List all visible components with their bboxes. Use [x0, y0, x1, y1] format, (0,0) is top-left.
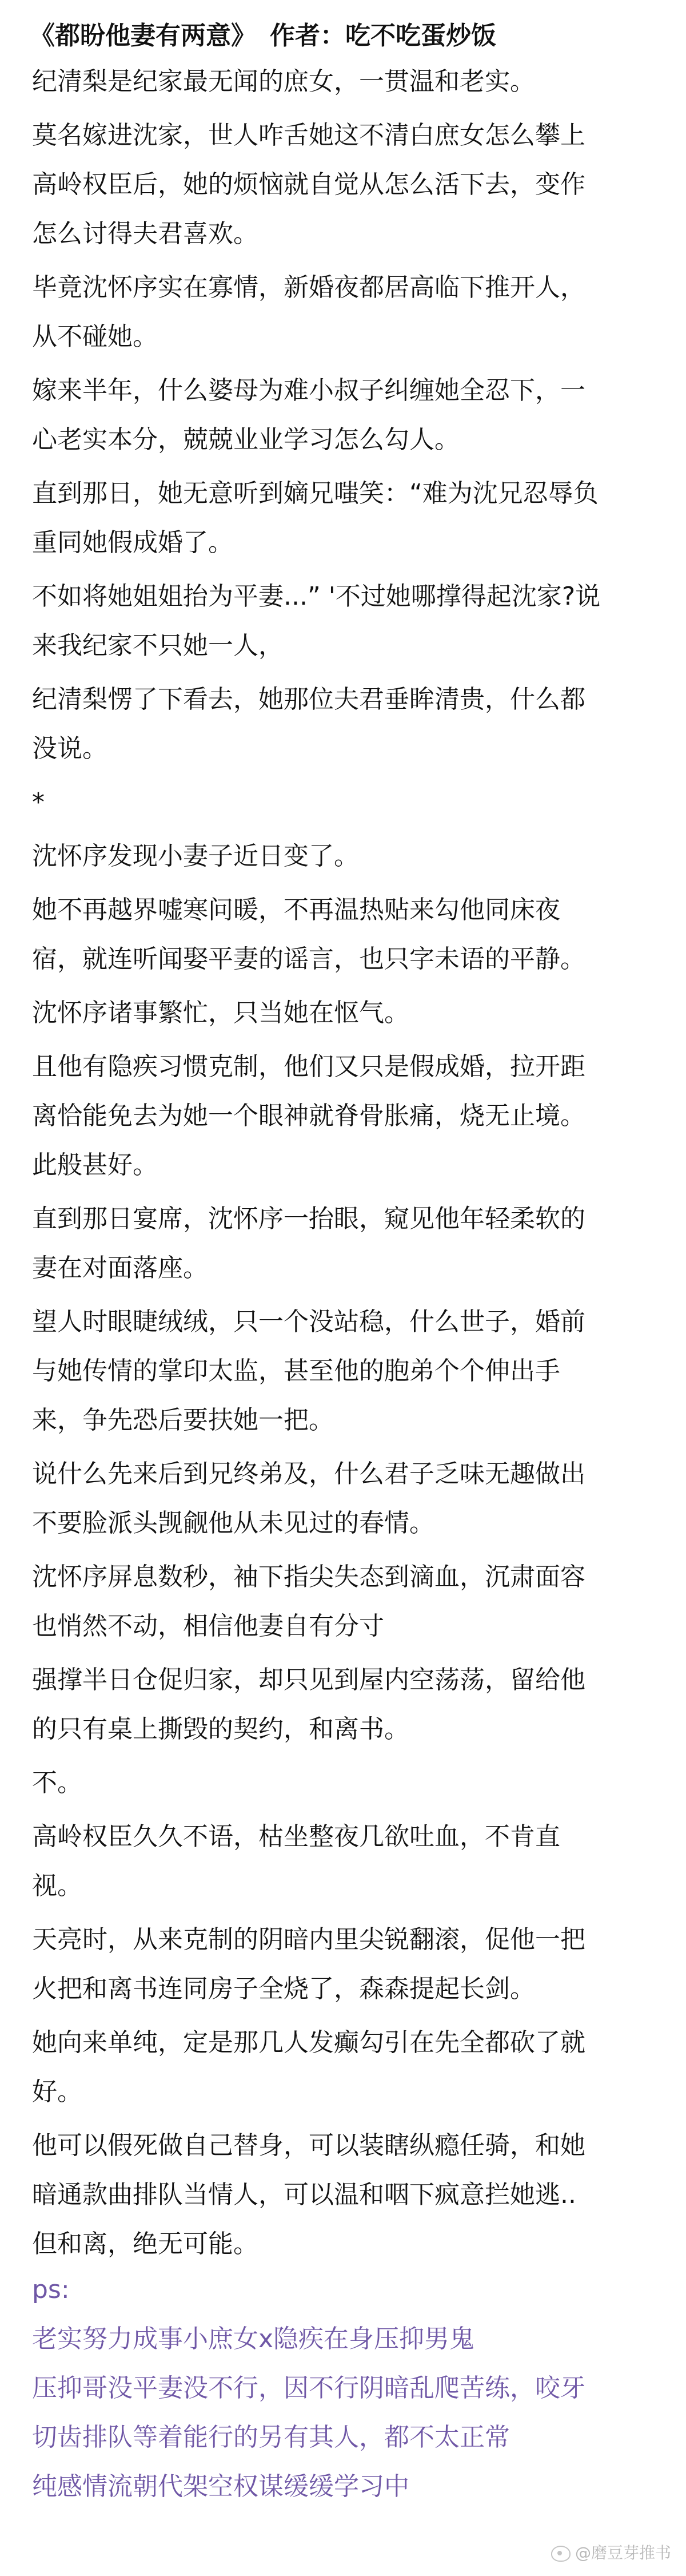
synopsis-line: 宿，就连听闻娶平妻的谣言，也只字未语的平静。	[32, 944, 585, 974]
ps-line: 压抑哥没平妻没不行，因不行阴暗乱爬苦练，咬牙	[32, 2373, 585, 2403]
watermark-text: @磨豆芽推书	[575, 2543, 671, 2562]
synopsis-line: *	[32, 788, 45, 817]
synopsis-line: 直到那日，她无意听到嫡兄嗤笑：“难为沈兄忍辱负	[32, 479, 599, 508]
synopsis-line: 但和离，绝无可能。	[32, 2229, 258, 2259]
synopsis-line: 心老实本分，兢兢业业学习怎么勾人。	[32, 425, 460, 454]
synopsis-line: 且他有隐疾习惯克制，他们又只是假成婚，拉开距	[32, 1052, 585, 1081]
synopsis-line: 他可以假死做自己替身，可以装瞎纵瘾任骑，和她	[32, 2131, 585, 2160]
synopsis-line: 妻在对面落座。	[32, 1253, 208, 1283]
title-line	[30, 16, 664, 56]
synopsis-line: 莫名嫁进沈家，世人咋舌她这不清白庶女怎么攀上	[32, 121, 585, 150]
synopsis-line: 她向来单纯，定是那几人发癫勾引在先全都砍了就	[32, 2028, 585, 2057]
synopsis-line: 好。	[32, 2077, 82, 2106]
postscript-block	[32, 2265, 661, 2511]
weibo-logo-icon	[551, 2546, 571, 2562]
ps-label: ps:	[32, 2275, 70, 2304]
ps-line: 纯感情流朝代架空权谋缓缓学习中	[32, 2472, 409, 2501]
synopsis-line: 不。	[32, 1768, 82, 1797]
synopsis-line: 此般甚好。	[32, 1150, 158, 1180]
synopsis-line: 强撑半日仓促归家，却只见到屋内空荡荡，留给他	[32, 1665, 585, 1694]
synopsis-line: 沈怀序屏息数秒，袖下指尖失态到滴血，沉肃面容	[32, 1562, 585, 1591]
synopsis-line: 来，争先恐后要扶她一把。	[32, 1406, 334, 1435]
synopsis-line: 直到那日宴席，沈怀序一抬眼，窥见他年轻柔软的	[32, 1204, 585, 1233]
synopsis-line: 说什么先来后到兄终弟及，什么君子乏味无趣做出	[32, 1459, 585, 1489]
ps-line: 切齿排队等着能行的另有其人，都不太正常	[32, 2423, 510, 2452]
synopsis-line: 望人时眼睫绒绒，只一个没站稳，什么世子，婚前	[32, 1307, 585, 1336]
synopsis-line: 暗通款曲排队当情人，可以温和咽下疯意拦她逃..	[32, 2180, 576, 2209]
synopsis-line: 与她传情的掌印太监，甚至他的胞弟个个伸出手	[32, 1356, 560, 1386]
synopsis-line: 她不再越界嘘寒问暖，不再温热贴来勾他同床夜	[32, 895, 560, 924]
synopsis-line: 的只有桌上撕毁的契约，和离书。	[32, 1714, 409, 1744]
synopsis-line: 高岭权臣后，她的烦恼就自觉从怎么活下去，变作	[32, 170, 585, 199]
synopsis-line: 不如将她姐姐抬为平妻...” '不过她哪撑得起沈家?说	[32, 582, 601, 611]
synopsis-body	[32, 57, 661, 2269]
synopsis-line: 重同她假成婚了。	[32, 528, 233, 557]
weibo-watermark	[551, 2541, 671, 2563]
synopsis-line: 纪清梨愣了下看去，她那位夫君垂眸清贵，什么都	[32, 685, 585, 714]
synopsis-line: 从不碰她。	[32, 322, 158, 351]
synopsis-line: 不要脸派头觊觎他从未见过的春情。	[32, 1509, 434, 1538]
synopsis-line: 也悄然不动，相信他妻自有分寸	[32, 1612, 384, 1641]
synopsis-line: 怎么讨得夫君喜欢。	[32, 219, 258, 248]
synopsis-line: 高岭权臣久久不语，枯坐整夜几欲吐血，不肯直	[32, 1822, 560, 1851]
synopsis-line: 没说。	[32, 734, 107, 763]
synopsis-line: 离恰能免去为她一个眼神就脊骨胀痛，烧无止境。	[32, 1101, 585, 1130]
synopsis-line: 火把和离书连同房子全烧了，森森提起长剑。	[32, 1974, 535, 2003]
synopsis-line: 沈怀序发现小妻子近日变了。	[32, 842, 359, 871]
author-name: 作者：吃不吃蛋炒饭	[270, 21, 496, 50]
synopsis-line: 天亮时，从来克制的阴暗内里尖锐翻滚，促他一把	[32, 1925, 585, 1954]
synopsis-line: 沈怀序诸事繁忙，只当她在怄气。	[32, 998, 409, 1027]
synopsis-line: 纪清梨是纪家最无闻的庶女，一贯温和老实。	[32, 67, 535, 96]
synopsis-line: 毕竟沈怀序实在寡情，新婚夜都居高临下推开人，	[32, 273, 585, 302]
synopsis-line: 来我纪家不只她一人，	[32, 631, 284, 660]
book-title: 《都盼他妻有两意》	[30, 21, 256, 50]
ps-line: 老实努力成事小庶女x隐疾在身压抑男鬼	[32, 2324, 475, 2353]
synopsis-line: 嫁来半年，什么婆母为难小叔子纠缠她全忍下，一	[32, 376, 585, 405]
synopsis-line: 视。	[32, 1871, 82, 1900]
